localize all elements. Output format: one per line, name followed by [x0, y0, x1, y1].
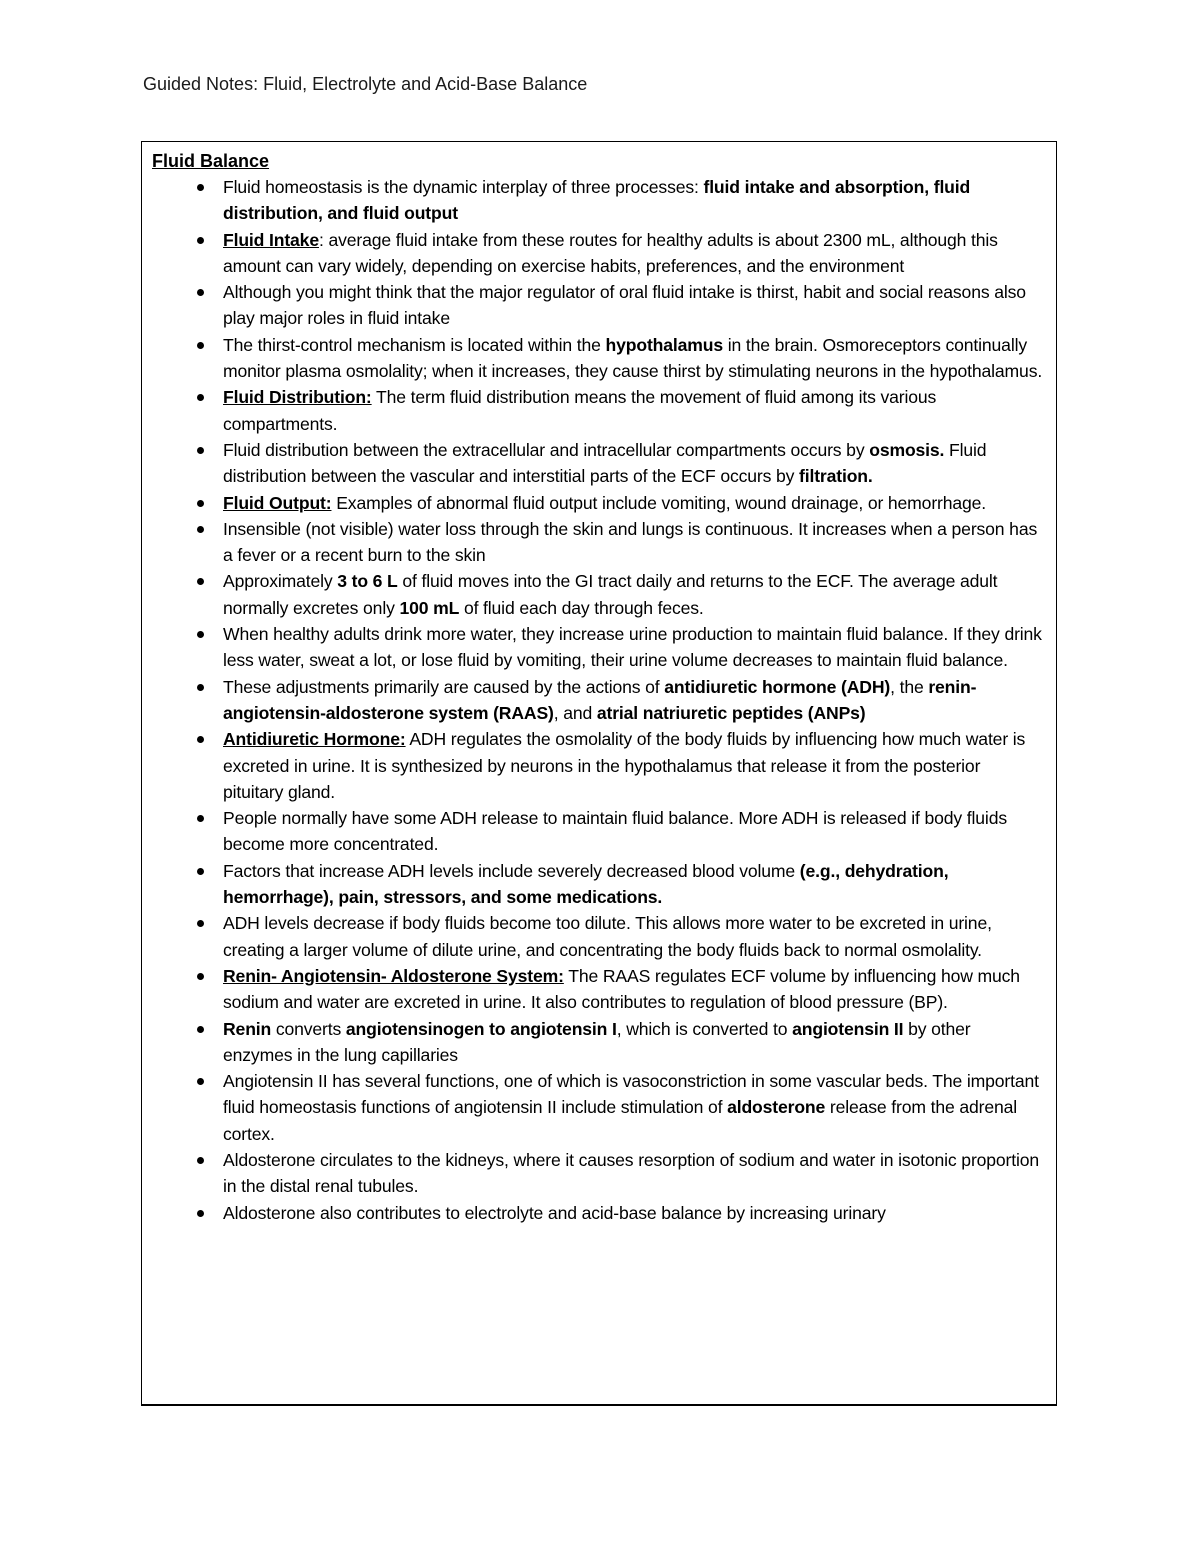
text-segment: of fluid moves into the GI tract daily and returns to the ECF. The average adult normally excretes only — [223, 571, 998, 618]
bullet-icon — [197, 920, 204, 927]
bullet-icon — [197, 684, 204, 691]
list-item — [152, 858, 1044, 911]
bold-text: osmosis. — [869, 439, 945, 460]
bold-text: 100 mL — [399, 597, 460, 618]
list-item — [152, 910, 1044, 963]
bullet-icon — [197, 289, 204, 296]
list-item — [152, 1147, 1044, 1200]
text-segment: by other enzymes in the lung capillaries — [223, 1018, 971, 1065]
bullet-icon — [197, 868, 204, 875]
section-heading: Fluid Balance — [152, 151, 270, 171]
list-item — [152, 963, 1044, 1016]
list-item — [152, 1016, 1044, 1069]
text-segment: Fluid homeostasis is the dynamic interplay of three processes: — [223, 177, 704, 197]
text-segment: : average fluid intake from these routes for healthy adults is about 2300 mL, although this amount can vary widely, depending on exercise habits, preferences, and the environment — [223, 229, 998, 276]
bullet-icon — [197, 736, 204, 743]
text-segment: release from the adrenal cortex. — [223, 1097, 1017, 1144]
list-item — [152, 174, 1044, 227]
bullet-icon — [197, 578, 204, 585]
bold-text: hypothalamus — [605, 334, 723, 355]
document-title: Guided Notes: Fluid, Electrolyte and Acid-Base Balance — [143, 74, 588, 94]
subheading-text: Renin- Angiotensin- Aldosterone System: — [223, 965, 564, 986]
text-segment: , the — [890, 676, 929, 697]
bold-text: antidiuretic hormone (ADH) — [664, 676, 891, 697]
subheading-text: Antidiuretic Hormone: — [223, 729, 406, 750]
bullet-icon — [197, 1157, 204, 1164]
bold-text: atrial natriuretic peptides (ANPs) — [596, 702, 866, 723]
bullet-list — [152, 174, 1044, 1226]
list-item — [152, 332, 1044, 385]
text-segment: ADH regulates the osmolality of the body fluids by influencing how much water is excreted in urine. It is synthesized by neurons in the hypothalamus that release it from the posterior pituitary gland. — [223, 729, 1026, 802]
bold-text: angiotensinogen to angiotensin I — [345, 1018, 617, 1039]
bullet-icon — [197, 973, 204, 980]
text-segment: Aldosterone also contributes to electrolyte and acid-base balance by increasing urinary — [223, 1202, 886, 1223]
bold-text: renin-angiotensin-aldosterone system (RAAS) — [223, 676, 977, 723]
bold-text: (e.g., dehydration, hemorrhage), pain, stressors, and some medications. — [223, 860, 949, 908]
bullet-icon — [197, 342, 204, 349]
subheading-text: Fluid Distribution: — [223, 387, 372, 408]
list-item — [152, 227, 1044, 280]
subheading-text: Fluid Output: — [223, 492, 332, 513]
list-item — [152, 568, 1044, 621]
bold-text: 3 to 6 L — [337, 571, 398, 592]
list-item — [152, 1200, 1044, 1226]
bold-text: filtration. — [799, 466, 873, 487]
bullet-icon — [197, 237, 204, 244]
text-segment: Examples of abnormal fluid output include vomiting, wound drainage, or hemorrhage. — [331, 492, 987, 513]
list-item — [152, 726, 1044, 805]
text-segment: , which is converted to — [616, 1018, 793, 1039]
text-segment: ADH levels decrease if body fluids become too dilute. This allows more water to be excreted in urine, creating a larger volume of dilute urine, and concentrating the body fluids back to normal osmolality. — [223, 913, 992, 960]
text-segment: converts — [271, 1018, 346, 1039]
bullet-icon — [197, 1026, 204, 1033]
bullet-icon — [197, 1210, 204, 1217]
text-segment: The thirst-control mechanism is located within the — [223, 334, 606, 355]
list-item — [152, 490, 1044, 516]
bullet-icon — [197, 447, 204, 454]
text-segment: These adjustments primarily are caused by the actions of — [223, 676, 665, 697]
list-item — [152, 621, 1044, 674]
text-segment: Angiotensin II has several functions, one of which is vasoconstriction in some vascular beds. The important fluid homeostasis functions of angiotensin II include stimulation of — [223, 1071, 1039, 1118]
text-segment: People normally have some ADH release to maintain fluid balance. More ADH is released if body fluids become more concentrated. — [223, 808, 1007, 855]
text-segment: Fluid distribution between the vascular and interstitial parts of the ECF occurs by — [223, 439, 987, 487]
text-segment: in the brain. Osmoreceptors continually monitor plasma osmolality; when it increases, they cause thirst by stimulating neurons in the hypothalamus. — [223, 334, 1043, 382]
list-item — [152, 384, 1044, 437]
list-item — [152, 1068, 1044, 1147]
bullet-icon — [197, 1078, 204, 1085]
subheading-text: Fluid Intake — [223, 229, 319, 250]
bold-text: angiotensin II — [792, 1018, 904, 1039]
list-item — [152, 516, 1044, 569]
list-item — [152, 805, 1044, 858]
list-item — [152, 437, 1044, 490]
text-segment: The term fluid distribution means the movement of fluid among its various compartments. — [223, 387, 937, 434]
bullet-icon — [197, 526, 204, 533]
bullet-icon — [197, 184, 204, 191]
bold-text: aldosterone — [727, 1097, 826, 1118]
text-segment: Approximately — [223, 571, 338, 592]
bullet-icon — [197, 815, 204, 822]
text-segment: Fluid distribution between the extracellular and intracellular compartments occurs by — [223, 439, 870, 460]
bullet-icon — [197, 631, 204, 638]
bold-text: fluid intake and absorption, fluid distribution, and fluid output — [223, 177, 971, 224]
text-segment: The RAAS regulates ECF volume by influencing how much sodium and water are excreted in urine. It also contributes to regulation of blood pressure (BP). — [223, 965, 1020, 1013]
text-segment: of fluid each day through feces. — [459, 597, 704, 618]
text-segment: Aldosterone circulates to the kidneys, where it causes resorption of sodium and water in isotonic proportion in the distal renal tubules. — [223, 1149, 1040, 1197]
bold-text: Renin — [223, 1018, 272, 1039]
bullet-icon — [197, 500, 204, 507]
list-item — [152, 279, 1044, 332]
text-segment: Factors that increase ADH levels include severely decreased blood volume — [223, 860, 800, 881]
text-segment: Insensible (not visible) water loss through the skin and lungs is continuous. It increases when a person has a fever or a recent burn to the skin — [223, 518, 1038, 566]
bullet-icon — [197, 394, 204, 401]
text-segment: When healthy adults drink more water, they increase urine production to maintain fluid balance. If they drink less water, sweat a lot, or lose fluid by vomiting, their urine volume decreases to maintain fluid balance. — [223, 624, 1042, 671]
text-segment: Although you might think that the major regulator of oral fluid intake is thirst, habit and social reasons also play major roles in fluid intake — [223, 282, 1026, 329]
text-segment: , and — [553, 702, 597, 723]
notes-table-cell — [141, 141, 1057, 1406]
list-item — [152, 674, 1044, 727]
